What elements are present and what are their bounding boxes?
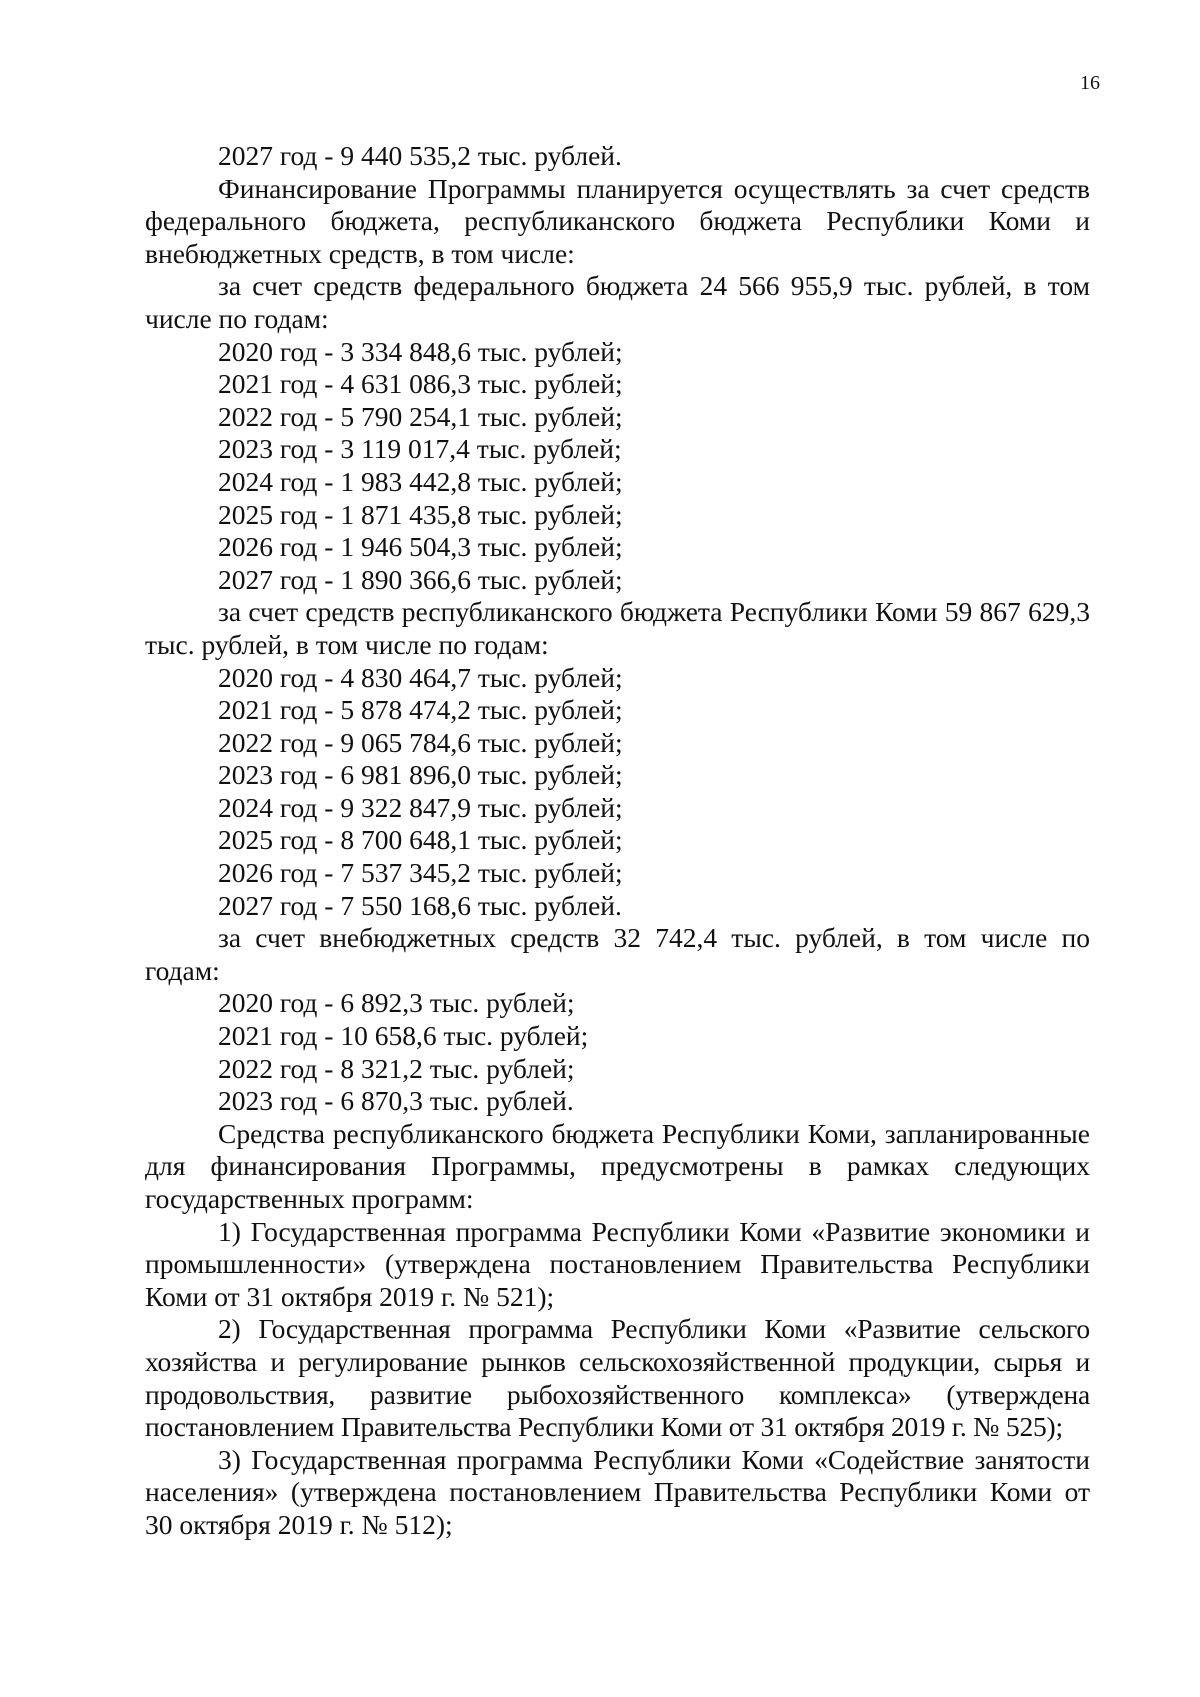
paragraph-total-2027: 2027 год - 9 440 535,2 тыс. рублей. (218, 140, 622, 171)
extrabudgetary-year-2023: 2023 год - 6 870,3 тыс. рублей. (218, 1085, 574, 1117)
extrabudgetary-year-2021: 2021 год - 10 658,6 тыс. рублей; (218, 1020, 589, 1052)
federal-year-2022: 2022 год - 5 790 254,1 тыс. рублей; (218, 400, 623, 432)
republic-year-2026: 2026 год - 7 537 345,2 тыс. рублей; (218, 857, 623, 889)
state-program-3: 3) Государственная программа Республики Коми «Содействие занятости населения» (утверждена постановлением Правительства Республики Коми от 30 октября 2019 г. № 512); (145, 1443, 1090, 1540)
republic-year-2027: 2027 год - 7 550 168,6 тыс. рублей. (218, 889, 622, 921)
paragraph-federal-budget: за счет средств федерального бюджета 24 566 955,9 тыс. рублей, в том числе по годам: (145, 270, 1090, 334)
extrabudgetary-year-2022: 2022 год - 8 321,2 тыс. рублей; (218, 1052, 575, 1084)
federal-year-2024: 2024 год - 1 983 442,8 тыс. рублей; (218, 465, 623, 497)
republic-year-2022: 2022 год - 9 065 784,6 тыс. рублей; (218, 726, 623, 758)
paragraph-financing-intro: Финансирование Программы планируется осуществлять за счет средств федерального бюджета, республиканского бюджета Республики Коми и внебюджетных средств, в том числе: (145, 172, 1090, 269)
republic-year-2021: 2021 год - 5 878 474,2 тыс. рублей; (218, 694, 623, 726)
federal-year-2026: 2026 год - 1 946 504,3 тыс. рублей; (218, 531, 623, 563)
page-number: 16 (1080, 72, 1100, 94)
paragraph-extrabudgetary: за счет внебюджетных средств 32 742,4 тыс. рублей, в том числе по годам: (145, 922, 1090, 986)
federal-year-2025: 2025 год - 1 871 435,8 тыс. рублей; (218, 498, 623, 530)
document-body (145, 140, 1090, 1542)
federal-year-2020: 2020 год - 3 334 848,6 тыс. рублей; (218, 335, 623, 367)
extrabudgetary-year-2020: 2020 год - 6 892,3 тыс. рублей; (218, 987, 575, 1019)
paragraph-republic-budget: за счет средств республиканского бюджета Республики Коми 59 867 629,3 тыс. рублей, в том числе по годам: (145, 596, 1090, 660)
state-program-2: 2) Государственная программа Республики Коми «Развитие сельского хозяйства и регулирование рынков сельскохозяйственной продукции, сырья и продовольствия, развитие рыбохозяйственного комплекса» (утверждена постановлением Правительства Республики Коми от 31 октября 2019 г. № 525); (145, 1313, 1090, 1443)
federal-year-2027: 2027 год - 1 890 366,6 тыс. рублей; (218, 563, 623, 595)
republic-year-2024: 2024 год - 9 322 847,9 тыс. рублей; (218, 791, 623, 823)
paragraph-state-programs-intro: Средства республиканского бюджета Республики Коми, запланированные для финансирования Программы, предусмотрены в рамках следующих государственных программ: (145, 1117, 1090, 1214)
republic-year-2023: 2023 год - 6 981 896,0 тыс. рублей; (218, 759, 623, 791)
republic-year-2020: 2020 год - 4 830 464,7 тыс. рублей; (218, 661, 623, 693)
federal-year-2021: 2021 год - 4 631 086,3 тыс. рублей; (218, 368, 623, 400)
republic-year-2025: 2025 год - 8 700 648,1 тыс. рублей; (218, 824, 623, 856)
state-program-1: 1) Государственная программа Республики Коми «Развитие экономики и промышленности» (утверждена постановлением Правительства Республики Коми от 31 октября 2019 г. № 521); (145, 1215, 1090, 1312)
federal-year-2023: 2023 год - 3 119 017,4 тыс. рублей; (218, 433, 622, 465)
